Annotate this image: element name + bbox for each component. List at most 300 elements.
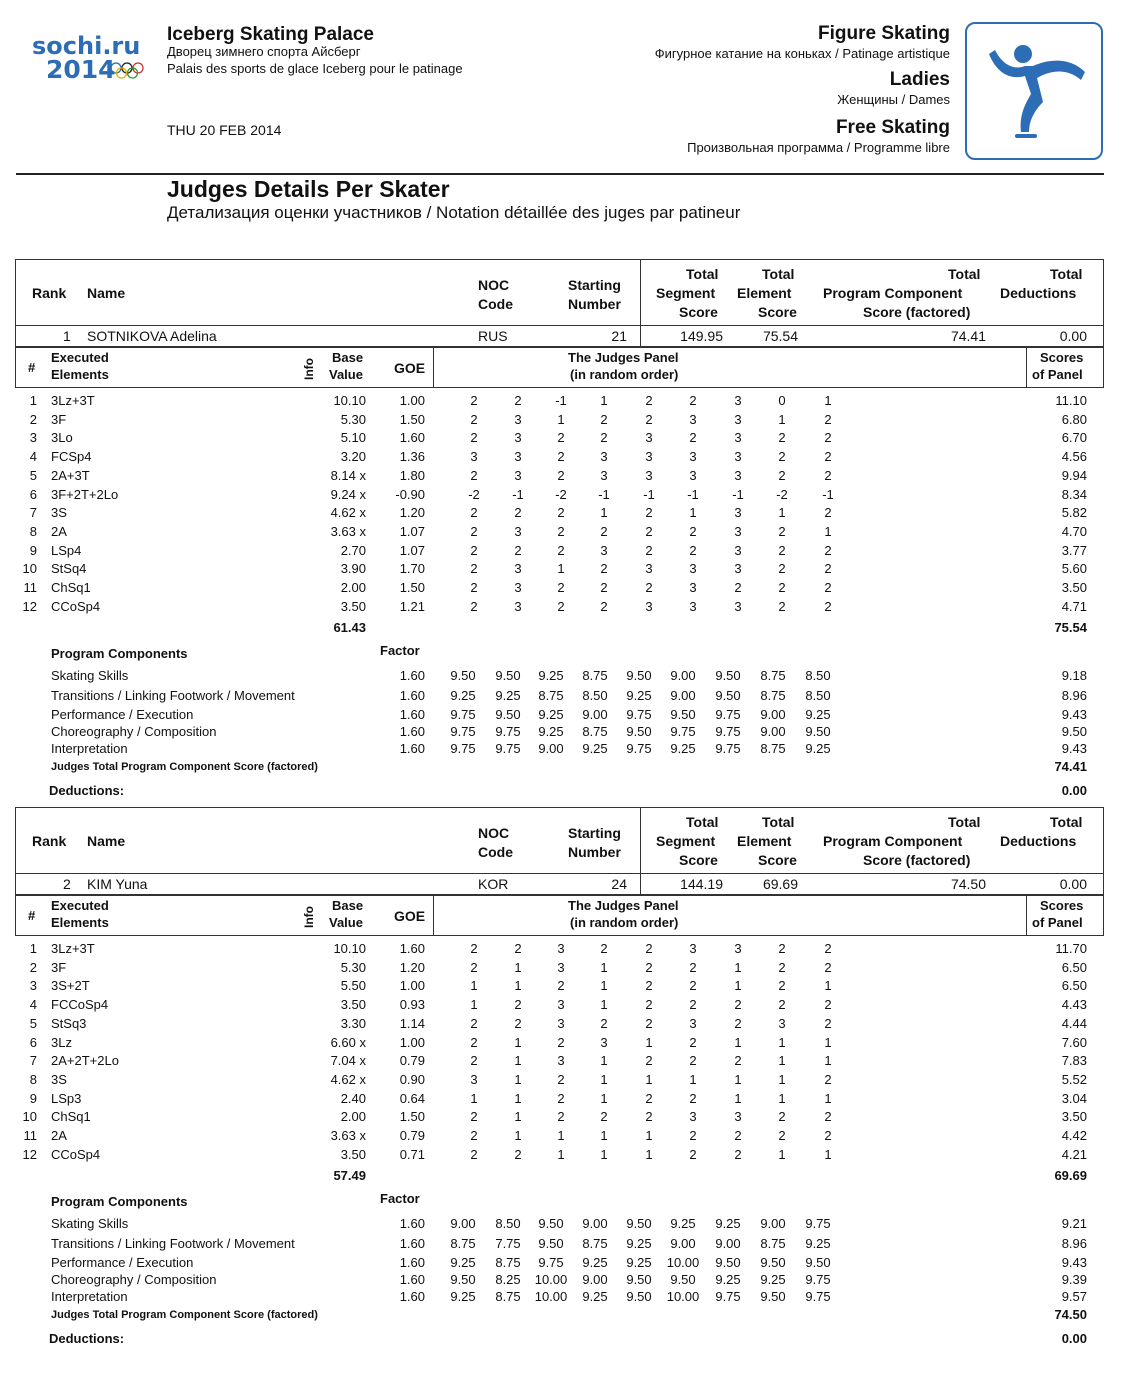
judge-component-score: 9.25 [626,1236,652,1251]
goe-value: 0.64 [399,1090,425,1106]
component-row [0,1272,1125,1290]
judge-component-score: 9.50 [760,1255,786,1270]
judge-score: 3 [734,598,742,614]
component-row [0,1255,1125,1273]
element-number: 7 [29,505,37,521]
component-name: Transitions / Linking Footwork / Movement [51,688,295,703]
judge-score: 1 [600,1146,608,1162]
judge-score: 1 [600,1090,608,1106]
judge-component-score: 9.00 [670,1236,696,1251]
tss-header-3: Score [679,852,718,868]
judge-score: 2 [824,411,832,427]
component-name: Skating Skills [51,668,129,683]
judge-score: 2 [824,430,832,446]
skater-block [0,807,1125,1355]
event-date: THU 20 FEB 2014 [167,122,282,138]
goe-value: 1.20 [399,959,425,975]
element-code: LSp3 [51,1090,82,1106]
panel-score: 4.44 [1061,1015,1087,1031]
judge-score: 2 [470,1109,478,1125]
element-number: 2 [29,959,37,975]
judge-score: 1 [778,1071,786,1087]
goe-value: 0.79 [399,1128,425,1143]
judge-score: 2 [557,505,565,521]
hash-header: # [28,908,36,923]
judge-component-score: 8.75 [760,668,786,683]
judge-score: 3 [557,959,565,975]
base-value: 5.10 [340,430,366,446]
panel-header-2: (in random order) [570,367,679,382]
judge-component-score: 9.75 [538,1255,564,1270]
judge-score: 1 [514,1034,522,1050]
rank-header: Rank [32,833,67,849]
element-number: 6 [29,486,37,502]
judge-score: 3 [734,523,742,539]
judge-component-score: 9.00 [538,741,564,756]
name-header: Name [87,285,126,301]
element-code: LSp4 [51,542,82,558]
program-components-header: Program Components [51,646,188,661]
judge-component-score: 8.75 [760,688,786,703]
logo-text-bottom: 2014 [46,55,116,84]
element-row [0,468,1125,486]
pcs-header-3: Score (factored) [863,852,971,868]
judge-score: 2 [778,1128,786,1143]
judge-score: 1 [514,1090,522,1106]
judge-score: 2 [824,1071,832,1087]
judge-score: -2 [468,486,480,502]
element-row [0,412,1125,430]
summary-vline [640,259,641,347]
tes-value: 75.54 [762,328,798,344]
element-code: ChSq1 [51,1109,91,1125]
element-code: ChSq1 [51,580,91,595]
judge-component-score: 10.00 [534,1289,568,1304]
noc-value: RUS [478,328,508,344]
tss-header-3: Score [679,304,718,320]
judge-score: 3 [734,393,742,408]
judge-score: 2 [645,941,653,956]
judge-score: 2 [557,542,565,558]
panel-score: 3.50 [1061,580,1087,595]
judge-score: 1 [514,1071,522,1087]
judge-score: 2 [734,997,742,1013]
judge-component-score: 9.00 [760,724,786,739]
base-value: 3.20 [340,449,366,465]
noc-header-1: NOC [478,277,510,293]
tss-value: 144.19 [680,876,723,892]
base-value: 10.10 [333,393,366,408]
judge-score: 2 [689,1053,697,1069]
goe-value: -0.90 [395,486,425,502]
judge-component-score: 9.00 [760,1216,786,1231]
panel-score: 4.43 [1061,997,1087,1013]
judge-component-score: 8.75 [582,668,608,683]
tss-header-2: Segment [656,833,716,849]
judge-score: 2 [470,523,478,539]
scores-header-2: of Panel [1032,367,1083,382]
judge-score: 2 [470,467,478,483]
judge-component-score: 8.75 [582,724,608,739]
panel-score: 7.60 [1061,1034,1087,1050]
deductions-value: 0.00 [1059,328,1087,344]
panel-score: 4.70 [1061,523,1087,539]
judge-component-score: 8.50 [582,688,608,703]
venue-french: Palais des sports de glace Iceberg pour le patinage [167,61,463,76]
judge-score: 2 [557,430,565,446]
base-value: 3.50 [340,997,366,1013]
judge-score: 1 [734,1071,742,1087]
judge-score: 2 [734,1015,742,1031]
judge-component-score: 9.75 [715,707,741,722]
tss-header-2: Segment [656,285,716,301]
name-header: Name [87,833,126,849]
judge-score: 2 [557,1071,565,1087]
element-number: 11 [23,1128,37,1143]
element-code: 2A+3T [51,467,90,483]
base-value: 2.00 [340,1109,366,1125]
panel-score: 11.10 [1055,393,1087,408]
goe-header: GOE [394,360,426,376]
judge-score: 2 [645,1109,653,1125]
executed-header-1: Executed [51,898,109,913]
summary-divider [15,325,1104,326]
judge-score: 2 [734,1146,742,1162]
component-name: Choreography / Composition [51,1272,217,1287]
judge-score: 2 [514,1146,522,1162]
factor-value: 1.60 [399,668,425,683]
judge-score: 2 [470,959,478,975]
judge-score: 2 [645,542,653,558]
judge-score: 2 [470,430,478,446]
tes-value: 69.69 [762,876,798,892]
judges-total-value: 74.41 [1054,759,1087,774]
base-value: 2.40 [340,1090,366,1106]
judge-component-score: 9.25 [715,1216,741,1231]
element-number: 12 [22,598,37,614]
pcs-value: 74.41 [950,328,986,344]
goe-value: 1.00 [399,393,425,408]
judge-component-score: 9.50 [715,668,741,683]
element-number: 3 [29,430,37,446]
judge-component-score: 9.00 [582,707,608,722]
judge-score: 1 [557,1146,565,1162]
panel-score: 4.56 [1061,449,1087,465]
judge-component-score: 9.50 [626,724,652,739]
judge-score: -1 [643,486,655,502]
judge-score: 3 [557,1053,565,1069]
start-header-2: Number [568,844,621,860]
judge-component-score: 9.50 [670,1272,696,1287]
judge-score: 3 [645,449,653,465]
judge-score: 2 [600,561,608,577]
judge-score: 2 [689,523,697,539]
judge-score: 1 [824,523,832,539]
judge-score: 2 [470,1053,478,1069]
judge-component-score: 9.75 [450,741,476,756]
judge-component-score: 9.50 [495,668,521,683]
judge-component-score: 9.25 [715,1272,741,1287]
panel-score: 6.80 [1061,411,1087,427]
judge-score: 2 [689,1146,697,1162]
component-panel-score: 9.43 [1061,1255,1087,1270]
judge-score: 1 [778,1034,786,1050]
judge-component-score: 9.75 [450,724,476,739]
base-value: 8.14 x [330,467,366,483]
deductions-label: Deductions: [49,1331,125,1346]
judge-score: 3 [514,580,522,595]
judge-score: 1 [600,393,608,408]
tes-header-1: Total [762,814,795,830]
judge-component-score: 9.25 [626,688,652,703]
judge-score: 3 [514,467,522,483]
judge-score: 1 [645,1128,653,1143]
judge-score: 2 [557,467,565,483]
judge-score: 1 [824,1053,832,1069]
judge-score: 2 [557,523,565,539]
factor-value: 1.60 [399,1272,425,1287]
judge-score: 2 [645,393,653,408]
judge-component-score: 9.50 [760,1289,786,1304]
panel-header-1: The Judges Panel [568,898,679,913]
judge-score: 2 [600,523,608,539]
judge-component-score: 9.50 [626,1289,652,1304]
element-code: 2A+2T+2Lo [51,1053,119,1069]
base-value: 4.62 x [330,1071,366,1087]
goe-value: 1.80 [399,467,425,483]
skater-name: SOTNIKOVA Adelina [87,328,217,344]
judge-score: 3 [689,561,697,577]
judge-score: 2 [824,561,832,577]
noc-header-2: Code [478,844,513,860]
goe-value: 0.90 [399,1071,425,1087]
judge-score: 2 [470,1034,478,1050]
judge-score: 2 [689,978,697,994]
judge-score: 2 [824,1128,832,1143]
start-header-1: Starting [568,277,621,293]
element-number: 10 [22,1109,37,1125]
judge-score: 2 [470,561,478,577]
component-row [0,688,1125,706]
event-title: Ladies [889,69,950,90]
judge-score: 1 [778,1053,786,1069]
judge-score: 1 [645,1146,653,1162]
factor-header: Factor [380,1191,420,1206]
start-value: 21 [611,328,627,344]
element-row [0,1091,1125,1109]
pcs-header-1: Total [948,814,981,830]
panel-score: 3.04 [1061,1090,1087,1106]
judges-total-label: Judges Total Program Component Score (factored) [51,761,318,773]
judge-component-score: 9.50 [626,1216,652,1231]
judge-score: 2 [689,1034,697,1050]
element-row [0,941,1125,959]
elements-vline [1026,895,1027,936]
judge-score: 3 [734,941,742,956]
deductions-header-2: Deductions [1000,833,1077,849]
element-row [0,505,1125,523]
judge-score: 2 [470,411,478,427]
judge-component-score: 9.75 [805,1272,831,1287]
judge-score: 1 [514,1053,522,1069]
judge-score: 2 [470,393,478,408]
judge-score: 3 [689,1109,697,1125]
judge-score: 2 [689,542,697,558]
element-row [0,960,1125,978]
judge-score: 1 [514,978,522,994]
tes-header-2: Element [737,285,792,301]
element-code: 3S [51,505,67,521]
judge-component-score: 9.25 [495,688,521,703]
judge-score: 2 [645,1015,653,1031]
judge-score: 3 [557,941,565,956]
judge-score: 2 [600,1109,608,1125]
base-value: 3.63 x [330,1128,366,1143]
component-row [0,1216,1125,1234]
judge-score: 1 [514,959,522,975]
component-panel-score: 9.43 [1061,707,1087,722]
judge-score: 2 [824,959,832,975]
judge-component-score: 9.00 [582,1216,608,1231]
summary-vline [640,807,641,895]
judge-component-score: 9.75 [670,724,696,739]
judge-score: 2 [557,580,565,595]
element-row [0,543,1125,561]
info-header: Info [302,358,316,380]
judge-score: 3 [689,467,697,483]
base-value: 3.30 [340,1015,366,1031]
judge-score: 1 [824,1034,832,1050]
factor-value: 1.60 [399,707,425,722]
judge-score: 2 [778,449,786,465]
deductions-header-1: Total [1050,266,1083,282]
base-value-total: 61.43 [333,620,366,635]
judge-component-score: 9.25 [582,1289,608,1304]
judge-score: 3 [734,1109,742,1125]
base-value: 6.60 x [330,1034,366,1050]
element-code: FCSp4 [51,449,92,465]
base-header-1: Base [332,350,364,365]
pcs-header-2: Program Component [823,833,963,849]
pcs-header-3: Score (factored) [863,304,971,320]
goe-value: 1.21 [399,598,425,614]
start-header-1: Starting [568,825,621,841]
base-value: 3.63 x [330,523,366,539]
judge-component-score: 10.00 [534,1272,568,1287]
judge-component-score: 9.25 [450,1255,476,1270]
judge-score: 2 [470,505,478,521]
judge-component-score: 9.50 [805,724,831,739]
element-number: 4 [29,997,37,1013]
noc-header-1: NOC [478,825,510,841]
judge-score: 2 [645,411,653,427]
sport-subtitle: Фигурное катание на коньках / Patinage artistique [654,46,950,61]
judge-score: -1 [732,486,744,502]
judge-component-score: 8.50 [805,688,831,703]
goe-header: GOE [394,908,426,924]
goe-value: 1.50 [399,580,425,595]
judge-score: 3 [689,941,697,956]
judge-score: 1 [557,1128,565,1143]
elements-vline [433,895,434,936]
base-header-2: Value [329,915,363,930]
judge-component-score: 9.75 [715,1289,741,1304]
judge-component-score: 9.25 [626,1255,652,1270]
judge-score: 2 [557,1090,565,1106]
judges-total-label: Judges Total Program Component Score (factored) [51,1309,318,1321]
judge-component-score: 10.00 [666,1289,700,1304]
noc-header-2: Code [478,296,513,312]
element-number: 9 [29,542,37,558]
component-name: Choreography / Composition [51,724,217,739]
element-row [0,1128,1125,1146]
judge-score: 3 [734,542,742,558]
judge-score: 1 [778,505,786,521]
element-code: 2A [51,523,67,539]
base-value: 9.24 x [330,486,366,502]
judge-component-score: 8.75 [760,1236,786,1251]
base-header-2: Value [329,367,363,382]
judge-score: -1 [512,486,524,502]
judge-score: -1 [555,393,567,408]
judge-component-score: 9.25 [805,707,831,722]
goe-value: 0.71 [399,1146,425,1162]
judge-score: 2 [470,941,478,956]
element-code: 3S+2T [51,978,90,994]
factor-value: 1.60 [399,1236,425,1251]
element-row [0,393,1125,411]
judges-total-value: 74.50 [1054,1307,1087,1322]
tes-header-3: Score [758,852,797,868]
judge-score: 2 [514,1015,522,1031]
judge-component-score: 9.50 [538,1236,564,1251]
summary-divider [15,873,1104,874]
judge-score: 3 [689,411,697,427]
judge-component-score: 9.50 [450,1272,476,1287]
element-row [0,1147,1125,1165]
judge-score: 3 [645,467,653,483]
factor-header: Factor [380,643,420,658]
judge-score: 1 [600,505,608,521]
judge-score: 1 [734,1090,742,1106]
judge-score: 2 [600,598,608,614]
judge-score: 2 [778,467,786,483]
judge-score: 1 [600,959,608,975]
judge-score: 3 [600,542,608,558]
judge-component-score: 8.75 [495,1255,521,1270]
component-panel-score: 9.57 [1061,1289,1087,1304]
element-code: 3S [51,1071,67,1087]
element-row [0,1053,1125,1071]
hash-header: # [28,360,36,375]
logo-text-top: sochi.ru [32,32,141,60]
judge-score: 1 [778,1146,786,1162]
judge-score: 2 [778,941,786,956]
document-title: Judges Details Per Skater [167,176,450,202]
component-name: Interpretation [51,1289,128,1304]
component-panel-score: 9.18 [1061,668,1087,683]
judge-score: 1 [778,411,786,427]
base-header-1: Base [332,898,364,913]
start-value: 24 [611,876,627,892]
judge-score: 1 [600,1071,608,1087]
base-value: 2.70 [340,542,366,558]
element-row [0,978,1125,996]
component-row [0,724,1125,742]
base-value: 5.30 [340,959,366,975]
component-name: Performance / Execution [51,707,194,722]
judge-score: 3 [734,430,742,446]
